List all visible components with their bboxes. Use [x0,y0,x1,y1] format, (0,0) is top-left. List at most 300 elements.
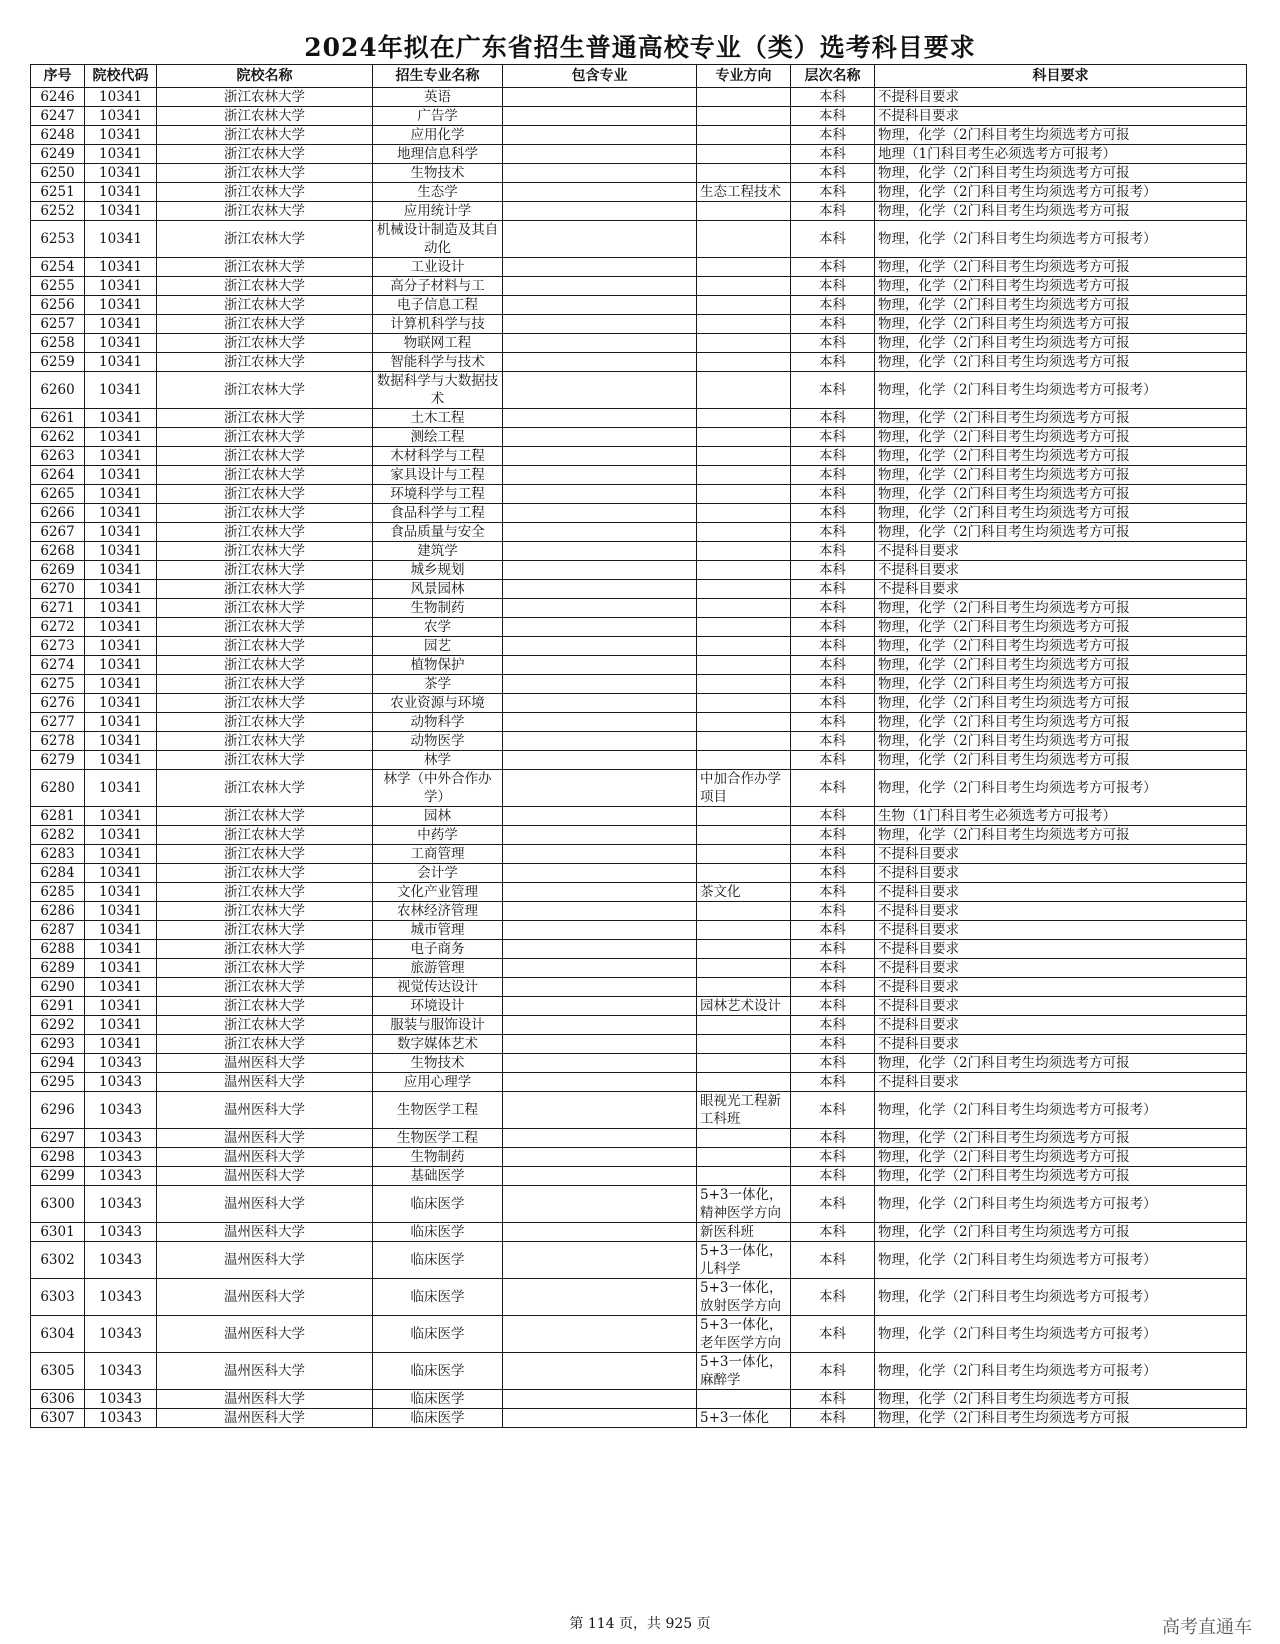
cell-direction [697,258,791,277]
table-body [31,88,1247,1428]
cell-level: 本科 [791,1242,875,1279]
cell-school-name: 浙江农林大学 [157,485,373,504]
cell-subject-requirement: 物理，化学（2门科目考生均须选考方可报 [875,694,1247,713]
cell-school-name: 浙江农林大学 [157,637,373,656]
table-row [31,1073,1247,1092]
cell-major-name: 农业资源与环境 [373,694,503,713]
cell-direction [697,1129,791,1148]
table-row [31,656,1247,675]
table-row [31,751,1247,770]
page-title: 2024年拟在广东省招生普通高校专业（类）选考科目要求 [304,33,976,62]
cell-major-name: 林学 [373,751,503,770]
cell-level: 本科 [791,126,875,145]
cell-major-name: 测绘工程 [373,428,503,447]
cell-school-name: 温州医科大学 [157,1242,373,1279]
cell-school-name: 浙江农林大学 [157,978,373,997]
cell-subject-requirement: 不提科目要求 [875,88,1247,107]
cell-school-name: 浙江农林大学 [157,845,373,864]
table-row [31,1016,1247,1035]
cell-seq: 6272 [31,618,85,637]
cell-school-name: 浙江农林大学 [157,807,373,826]
cell-direction: 5+3一体化，老年医学方向 [697,1316,791,1353]
cell-included-majors [503,1167,697,1186]
cell-seq: 6284 [31,864,85,883]
table-row [31,713,1247,732]
cell-subject-requirement: 物理，化学（2门科目考生均须选考方可报 [875,353,1247,372]
cell-direction [697,315,791,334]
cell-level: 本科 [791,221,875,258]
cell-level: 本科 [791,202,875,221]
cell-school-code: 10341 [85,997,157,1016]
cell-seq: 6286 [31,902,85,921]
table-row [31,1390,1247,1409]
cell-included-majors [503,334,697,353]
cell-school-name: 浙江农林大学 [157,126,373,145]
cell-included-majors [503,940,697,959]
cell-subject-requirement: 物理，化学（2门科目考生均须选考方可报 [875,202,1247,221]
cell-subject-requirement: 物理，化学（2门科目考生均须选考方可报考） [875,372,1247,409]
cell-major-name: 临床医学 [373,1279,503,1316]
cell-direction [697,864,791,883]
table-row [31,599,1247,618]
cell-seq: 6305 [31,1353,85,1390]
cell-school-code: 10341 [85,902,157,921]
cell-direction [697,88,791,107]
cell-subject-requirement: 不提科目要求 [875,864,1247,883]
table-row [31,1409,1247,1428]
cell-school-code: 10341 [85,164,157,183]
cell-school-name: 浙江农林大学 [157,164,373,183]
cell-school-code: 10341 [85,807,157,826]
cell-included-majors [503,694,697,713]
cell-major-name: 工业设计 [373,258,503,277]
cell-subject-requirement: 物理，化学（2门科目考生均须选考方可报 [875,656,1247,675]
cell-school-name: 浙江农林大学 [157,997,373,1016]
cell-included-majors [503,1054,697,1073]
cell-major-name: 英语 [373,88,503,107]
cell-subject-requirement: 物理，化学（2门科目考生均须选考方可报 [875,1148,1247,1167]
cell-major-name: 电子商务 [373,940,503,959]
cell-included-majors [503,978,697,997]
cell-school-name: 浙江农林大学 [157,940,373,959]
cell-seq: 6294 [31,1054,85,1073]
cell-level: 本科 [791,694,875,713]
header-direction: 专业方向 [697,65,791,88]
cell-direction [697,372,791,409]
cell-included-majors [503,221,697,258]
cell-level: 本科 [791,1316,875,1353]
cell-subject-requirement: 物理，化学（2门科目考生均须选考方可报 [875,637,1247,656]
cell-direction [697,580,791,599]
cell-included-majors [503,523,697,542]
cell-level: 本科 [791,845,875,864]
cell-included-majors [503,183,697,202]
cell-included-majors [503,315,697,334]
cell-level: 本科 [791,580,875,599]
table-row [31,202,1247,221]
cell-school-name: 温州医科大学 [157,1129,373,1148]
cell-school-code: 10343 [85,1167,157,1186]
cell-seq: 6269 [31,561,85,580]
cell-seq: 6293 [31,1035,85,1054]
cell-major-name: 园林 [373,807,503,826]
table-row [31,1092,1247,1129]
cell-school-name: 浙江农林大学 [157,353,373,372]
cell-major-name: 环境科学与工程 [373,485,503,504]
cell-subject-requirement: 物理，化学（2门科目考生均须选考方可报 [875,1223,1247,1242]
cell-major-name: 土木工程 [373,409,503,428]
cell-major-name: 机械设计制造及其自动化 [373,221,503,258]
cell-school-code: 10341 [85,864,157,883]
cell-direction [697,1167,791,1186]
cell-direction [697,221,791,258]
cell-level: 本科 [791,183,875,202]
cell-major-name: 城市管理 [373,921,503,940]
cell-included-majors [503,845,697,864]
cell-direction [697,826,791,845]
table-row [31,221,1247,258]
cell-school-name: 浙江农林大学 [157,428,373,447]
cell-seq: 6296 [31,1092,85,1129]
cell-seq: 6290 [31,978,85,997]
cell-subject-requirement: 物理，化学（2门科目考生均须选考方可报考） [875,1092,1247,1129]
table-row [31,447,1247,466]
cell-seq: 6268 [31,542,85,561]
cell-level: 本科 [791,1073,875,1092]
cell-seq: 6270 [31,580,85,599]
cell-direction [697,807,791,826]
cell-seq: 6257 [31,315,85,334]
cell-major-name: 应用心理学 [373,1073,503,1092]
cell-major-name: 临床医学 [373,1242,503,1279]
cell-school-code: 10343 [85,1223,157,1242]
cell-included-majors [503,1092,697,1129]
header-seq: 序号 [31,65,85,88]
cell-major-name: 电子信息工程 [373,296,503,315]
cell-level: 本科 [791,1035,875,1054]
cell-school-code: 10341 [85,580,157,599]
cell-subject-requirement: 物理，化学（2门科目考生均须选考方可报 [875,409,1247,428]
cell-school-name: 温州医科大学 [157,1223,373,1242]
cell-school-name: 浙江农林大学 [157,1035,373,1054]
table-row [31,883,1247,902]
cell-school-code: 10341 [85,1035,157,1054]
table-row [31,542,1247,561]
cell-subject-requirement: 不提科目要求 [875,1035,1247,1054]
cell-major-name: 临床医学 [373,1353,503,1390]
cell-school-code: 10341 [85,656,157,675]
cell-direction [697,618,791,637]
cell-school-name: 浙江农林大学 [157,334,373,353]
cell-included-majors [503,1316,697,1353]
cell-direction [697,599,791,618]
cell-included-majors [503,921,697,940]
cell-included-majors [503,107,697,126]
cell-seq: 6262 [31,428,85,447]
cell-school-name: 浙江农林大学 [157,542,373,561]
cell-school-code: 10341 [85,713,157,732]
cell-school-code: 10341 [85,258,157,277]
cell-seq: 6266 [31,504,85,523]
cell-subject-requirement: 不提科目要求 [875,107,1247,126]
cell-major-name: 中药学 [373,826,503,845]
cell-direction [697,656,791,675]
cell-school-code: 10343 [85,1353,157,1390]
cell-subject-requirement: 物理，化学（2门科目考生均须选考方可报 [875,447,1247,466]
cell-direction: 5+3一体化，儿科学 [697,1242,791,1279]
cell-seq: 6307 [31,1409,85,1428]
cell-school-name: 温州医科大学 [157,1186,373,1223]
cell-major-name: 广告学 [373,107,503,126]
cell-school-name: 浙江农林大学 [157,713,373,732]
cell-seq: 6289 [31,959,85,978]
cell-direction [697,845,791,864]
brand-watermark: 高考直通车 [1162,1617,1252,1638]
cell-subject-requirement: 物理，化学（2门科目考生均须选考方可报 [875,334,1247,353]
cell-direction: 生态工程技术 [697,183,791,202]
cell-direction [697,978,791,997]
cell-included-majors [503,1353,697,1390]
cell-included-majors [503,826,697,845]
cell-major-name: 城乡规划 [373,561,503,580]
cell-school-name: 浙江农林大学 [157,883,373,902]
cell-subject-requirement: 不提科目要求 [875,883,1247,902]
cell-seq: 6264 [31,466,85,485]
cell-school-name: 浙江农林大学 [157,618,373,637]
cell-school-code: 10343 [85,1054,157,1073]
cell-seq: 6280 [31,770,85,807]
cell-included-majors [503,713,697,732]
cell-major-name: 动物科学 [373,713,503,732]
cell-seq: 6267 [31,523,85,542]
cell-level: 本科 [791,164,875,183]
cell-major-name: 旅游管理 [373,959,503,978]
cell-included-majors [503,997,697,1016]
cell-included-majors [503,1390,697,1409]
cell-included-majors [503,656,697,675]
cell-school-code: 10343 [85,1316,157,1353]
cell-direction [697,732,791,751]
cell-level: 本科 [791,807,875,826]
cell-school-code: 10341 [85,466,157,485]
cell-seq: 6301 [31,1223,85,1242]
cell-subject-requirement: 不提科目要求 [875,845,1247,864]
cell-subject-requirement: 物理，化学（2门科目考生均须选考方可报考） [875,183,1247,202]
cell-school-name: 浙江农林大学 [157,183,373,202]
cell-included-majors [503,447,697,466]
cell-subject-requirement: 物理，化学（2门科目考生均须选考方可报 [875,1409,1247,1428]
cell-school-name: 浙江农林大学 [157,580,373,599]
cell-included-majors [503,561,697,580]
cell-level: 本科 [791,1223,875,1242]
cell-school-name: 温州医科大学 [157,1279,373,1316]
cell-included-majors [503,883,697,902]
cell-subject-requirement: 不提科目要求 [875,580,1247,599]
cell-direction [697,675,791,694]
cell-subject-requirement: 物理，化学（2门科目考生均须选考方可报考） [875,770,1247,807]
cell-school-name: 温州医科大学 [157,1148,373,1167]
cell-subject-requirement: 物理，化学（2门科目考生均须选考方可报 [875,1167,1247,1186]
cell-major-name: 服装与服饰设计 [373,1016,503,1035]
cell-school-name: 浙江农林大学 [157,675,373,694]
cell-major-name: 园艺 [373,637,503,656]
cell-direction [697,940,791,959]
cell-seq: 6246 [31,88,85,107]
cell-direction: 5+3一体化 [697,1409,791,1428]
table-row [31,561,1247,580]
cell-direction [697,713,791,732]
cell-level: 本科 [791,656,875,675]
cell-school-code: 10341 [85,334,157,353]
cell-seq: 6258 [31,334,85,353]
cell-school-code: 10341 [85,751,157,770]
cell-level: 本科 [791,428,875,447]
cell-level: 本科 [791,315,875,334]
cell-level: 本科 [791,1279,875,1316]
cell-major-name: 生物医学工程 [373,1092,503,1129]
cell-level: 本科 [791,883,875,902]
cell-direction [697,296,791,315]
table-row [31,353,1247,372]
cell-level: 本科 [791,1167,875,1186]
cell-level: 本科 [791,940,875,959]
cell-included-majors [503,409,697,428]
cell-included-majors [503,1129,697,1148]
cell-school-name: 温州医科大学 [157,1353,373,1390]
cell-level: 本科 [791,372,875,409]
cell-school-name: 浙江农林大学 [157,732,373,751]
cell-subject-requirement: 物理，化学（2门科目考生均须选考方可报考） [875,1279,1247,1316]
cell-direction [697,959,791,978]
table-row [31,145,1247,164]
cell-major-name: 生物制药 [373,599,503,618]
cell-subject-requirement: 物理，化学（2门科目考生均须选考方可报 [875,713,1247,732]
cell-seq: 6277 [31,713,85,732]
cell-subject-requirement: 物理，化学（2门科目考生均须选考方可报 [875,732,1247,751]
cell-school-code: 10341 [85,296,157,315]
cell-school-code: 10341 [85,542,157,561]
cell-seq: 6259 [31,353,85,372]
cell-major-name: 会计学 [373,864,503,883]
cell-school-name: 浙江农林大学 [157,409,373,428]
cell-direction [697,1054,791,1073]
table-row [31,618,1247,637]
cell-seq: 6260 [31,372,85,409]
cell-school-code: 10341 [85,694,157,713]
page-footer: 第 114 页，共 925 页 [569,1616,711,1632]
cell-direction [697,694,791,713]
cell-school-name: 浙江农林大学 [157,107,373,126]
cell-school-name: 浙江农林大学 [157,221,373,258]
cell-school-code: 10343 [85,1129,157,1148]
table-row [31,940,1247,959]
cell-level: 本科 [791,1390,875,1409]
cell-level: 本科 [791,542,875,561]
cell-included-majors [503,428,697,447]
cell-school-name: 温州医科大学 [157,1409,373,1428]
cell-subject-requirement: 物理，化学（2门科目考生均须选考方可报 [875,315,1247,334]
cell-major-name: 家具设计与工程 [373,466,503,485]
cell-school-code: 10341 [85,485,157,504]
cell-school-name: 温州医科大学 [157,1092,373,1129]
cell-subject-requirement: 生物（1门科目考生必须选考方可报考） [875,807,1247,826]
cell-level: 本科 [791,145,875,164]
cell-level: 本科 [791,864,875,883]
table-row [31,428,1247,447]
cell-seq: 6274 [31,656,85,675]
cell-school-code: 10341 [85,107,157,126]
cell-seq: 6295 [31,1073,85,1092]
cell-seq: 6248 [31,126,85,145]
table-row [31,807,1247,826]
cell-school-name: 浙江农林大学 [157,466,373,485]
cell-level: 本科 [791,1054,875,1073]
table-row [31,580,1247,599]
cell-direction: 眼视光工程新工科班 [697,1092,791,1129]
table-row [31,372,1247,409]
cell-major-name: 应用化学 [373,126,503,145]
table-row [31,959,1247,978]
cell-school-code: 10343 [85,1390,157,1409]
cell-school-code: 10343 [85,1186,157,1223]
cell-subject-requirement: 不提科目要求 [875,921,1247,940]
cell-major-name: 临床医学 [373,1223,503,1242]
table-row [31,921,1247,940]
table-row [31,1279,1247,1316]
cell-included-majors [503,1409,697,1428]
cell-school-code: 10341 [85,883,157,902]
cell-school-code: 10343 [85,1073,157,1092]
cell-level: 本科 [791,826,875,845]
cell-school-code: 10341 [85,637,157,656]
cell-level: 本科 [791,902,875,921]
cell-major-name: 临床医学 [373,1409,503,1428]
cell-subject-requirement: 物理，化学（2门科目考生均须选考方可报考） [875,1316,1247,1353]
cell-seq: 6303 [31,1279,85,1316]
cell-seq: 6276 [31,694,85,713]
cell-major-name: 茶学 [373,675,503,694]
cell-major-name: 生物技术 [373,164,503,183]
cell-level: 本科 [791,637,875,656]
cell-included-majors [503,466,697,485]
cell-seq: 6306 [31,1390,85,1409]
table-header-row [31,65,1247,88]
cell-school-name: 浙江农林大学 [157,202,373,221]
cell-level: 本科 [791,713,875,732]
cell-school-code: 10341 [85,202,157,221]
cell-seq: 6253 [31,221,85,258]
cell-major-name: 数据科学与大数据技术 [373,372,503,409]
cell-school-name: 温州医科大学 [157,1054,373,1073]
cell-school-code: 10341 [85,978,157,997]
cell-subject-requirement: 物理，化学（2门科目考生均须选考方可报 [875,618,1247,637]
cell-subject-requirement: 物理，化学（2门科目考生均须选考方可报 [875,599,1247,618]
cell-seq: 6271 [31,599,85,618]
table-row [31,126,1247,145]
cell-school-name: 温州医科大学 [157,1390,373,1409]
table-row [31,409,1247,428]
table-row [31,277,1247,296]
cell-school-code: 10343 [85,1409,157,1428]
cell-major-name: 动物医学 [373,732,503,751]
cell-included-majors [503,1242,697,1279]
cell-level: 本科 [791,107,875,126]
table-row [31,504,1247,523]
cell-subject-requirement: 不提科目要求 [875,997,1247,1016]
table-row [31,164,1247,183]
cell-major-name: 环境设计 [373,997,503,1016]
table-row [31,485,1247,504]
